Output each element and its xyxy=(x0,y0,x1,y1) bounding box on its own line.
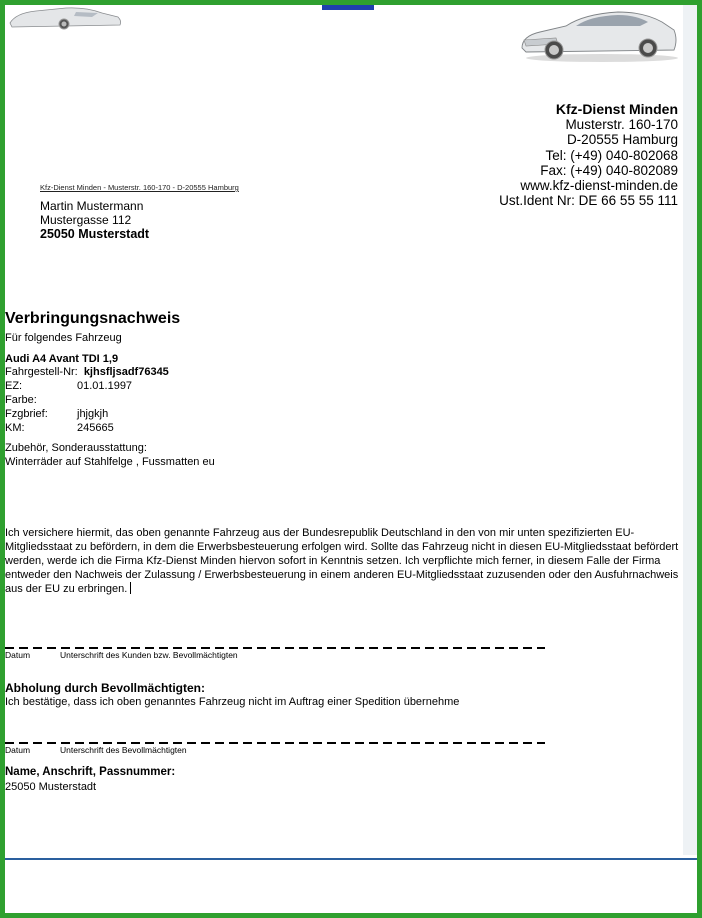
field-label: EZ: xyxy=(5,380,23,392)
vehicle-model: Audi A4 Avant TDI 1,9 xyxy=(5,353,119,365)
company-web: www.kfz-dienst-minden.de xyxy=(520,178,678,194)
top-accent-bar xyxy=(322,5,374,10)
company-address-block xyxy=(499,102,678,208)
document-subtitle: Für folgendes Fahrzeug xyxy=(5,332,122,344)
footer-divider xyxy=(5,858,697,860)
pickup-text: Ich bestätige, dass ich oben genanntes Fahrzeug nicht im Auftrag einer Spedition übernehme xyxy=(5,696,460,708)
pickup-heading: Abholung durch Bevollmächtigten: xyxy=(5,681,205,695)
vehicle-field-row xyxy=(5,422,114,434)
field-label: Fzgbrief: xyxy=(5,408,48,420)
declaration-text: Ich versichere hiermit, das oben genannte Fahrzeug aus der Bundesrepublik Deutschland in den von mir unten spezifizierten EU-Mitgliedsstaat zu befördern, in dem die Erwerbsbesteuerung erfolgen wird. Sollte das Fahrzeug nicht in diesen EU-Mitgliedsstaat befördert werden, werde ich die Firma Kfz-Dienst Minden hiervon sofort in Kenntnis setzen. Ich verpflichte mich ferner, in diesem Falle der Firma entweder den Nachweis der Zulassung / Erwerbsbesteuerung in einem anderen EU-Mitgliedsstaat zuzusenden oder den Ausfuhrnachweis aus der EU zu erbringen. xyxy=(5,527,679,595)
date-label: Datum xyxy=(5,650,31,660)
accessories-label: Zubehör, Sonderausstattung: xyxy=(5,442,147,454)
field-label: Farbe: xyxy=(5,394,37,406)
vehicle-field-row xyxy=(5,380,133,392)
text-cursor xyxy=(130,582,131,594)
company-vat: Ust.Ident Nr: DE 66 55 55 111 xyxy=(499,193,678,209)
signature-line-representative xyxy=(5,742,545,744)
field-value: jhjgkjh xyxy=(77,408,109,420)
company-name: Kfz-Dienst Minden xyxy=(555,101,678,117)
vehicle-field-row xyxy=(5,408,109,420)
vin-label: Fahrgestell-Nr: xyxy=(5,366,78,378)
final-value: 25050 Musterstadt xyxy=(5,781,97,793)
vehicle-vin-row xyxy=(5,366,169,378)
car-image-left xyxy=(6,5,124,31)
recipient-street: Mustergasse 112 xyxy=(40,213,132,227)
signature-line-customer xyxy=(5,647,545,649)
company-tel: Tel: (+49) 040-802068 xyxy=(545,147,678,163)
company-street: Musterstr. 160-170 xyxy=(565,117,678,133)
customer-signature-label: Unterschrift des Kunden bzw. Bevollmächtigten xyxy=(60,650,238,660)
accessories-value: Winterräder auf Stahlfelge , Fussmatten eu xyxy=(5,456,215,468)
declaration-paragraph xyxy=(5,526,685,596)
recipient-city: 25050 Musterstadt xyxy=(40,227,150,241)
field-label: KM: xyxy=(5,422,25,434)
final-heading: Name, Anschrift, Passnummer: xyxy=(5,766,176,778)
vin-value: kjhsfljsadf76345 xyxy=(83,366,169,378)
representative-signature-label: Unterschrift des Bevollmächtigten xyxy=(60,745,187,755)
recipient-address xyxy=(40,199,149,241)
vehicle-field-row xyxy=(5,394,37,406)
document-title: Verbringungsnachweis xyxy=(5,310,181,327)
car-image-right xyxy=(518,6,680,64)
scroll-gutter xyxy=(683,5,697,855)
recipient-name: Martin Mustermann xyxy=(40,199,144,213)
company-city: D-20555 Hamburg xyxy=(566,132,678,148)
sender-return-line: Kfz-Dienst Minden - Musterstr. 160-170 - D-20555 Hamburg xyxy=(40,183,239,192)
company-fax: Fax: (+49) 040-802089 xyxy=(540,162,678,178)
field-value: 245665 xyxy=(77,422,114,434)
field-value: 01.01.1997 xyxy=(77,380,133,392)
date-label: Datum xyxy=(5,745,31,755)
